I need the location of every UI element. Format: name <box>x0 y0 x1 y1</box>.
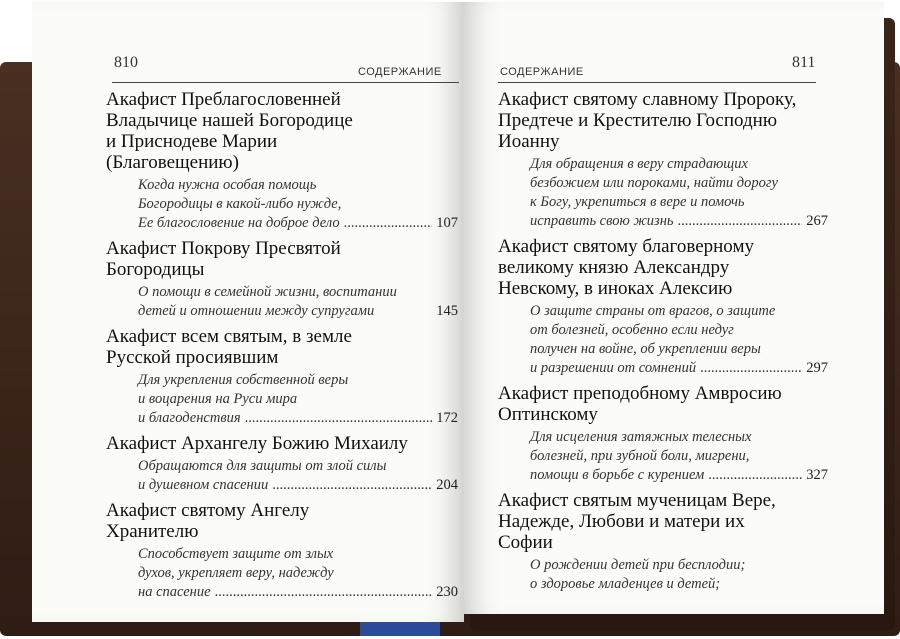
toc-desc-line: Богородицы в какой-либо нужде, <box>138 196 342 212</box>
toc-entry-description <box>106 545 458 602</box>
toc-title-line: Акафист преподобному Амвросию <box>498 383 782 404</box>
toc-entry <box>106 500 458 602</box>
toc-desc-line: Способствует защите от злых <box>138 546 334 562</box>
toc-title-line: Акафист всем святым, в земле <box>106 326 352 347</box>
toc-desc-line: Для обращения в веру страдающих <box>530 156 748 172</box>
toc-entry-title <box>106 433 458 454</box>
running-head: СОДЕРЖАНИЕ <box>358 66 442 78</box>
toc-entry <box>106 238 458 321</box>
leader-dots <box>215 583 433 602</box>
toc-desc-line: детей и отношении между супругами <box>138 303 375 319</box>
toc-title-line: Невскому, в иноках Алексию <box>498 278 733 299</box>
toc-desc-line: получен на войне, об укреплении веры <box>530 341 761 357</box>
leader-dots <box>344 214 433 233</box>
toc-page-number: 107 <box>436 215 458 231</box>
toc-entry <box>498 236 828 378</box>
bookmark-ribbon <box>360 620 440 636</box>
toc-entry-title <box>106 326 458 368</box>
toc-desc-line: к Богу, укрепиться в вере и помочь <box>530 194 745 210</box>
toc-title-line: Иоанну <box>498 131 560 152</box>
toc-title-line: Акафист святому славному Пророку, <box>498 89 797 110</box>
toc-page-number: 204 <box>436 477 458 493</box>
toc-title-line: Богородицы <box>106 259 205 280</box>
toc-title-line: Акафист Архангелу Божию Михаилу <box>106 433 408 454</box>
toc-desc-line: Для исцеления затяжных телесных <box>530 429 752 445</box>
toc-page-number: 297 <box>806 360 828 376</box>
toc-desc-line: О помощи в семейной жизни, воспитании <box>138 284 397 300</box>
toc-entry-description <box>498 302 828 378</box>
toc-entry-title <box>498 89 828 152</box>
toc-desc-line: исправить свою жизнь <box>530 213 674 229</box>
toc-entry-title <box>106 89 458 173</box>
toc-title-line: и Приснодеве Марии <box>106 131 278 152</box>
toc-desc-line: о здоровье младенцев и детей; <box>530 576 721 592</box>
toc-entry <box>106 433 458 495</box>
toc-entry <box>106 89 458 233</box>
toc-title-line: Хранителю <box>106 521 199 542</box>
toc-title-line: Русской просиявшим <box>106 347 279 368</box>
toc-desc-line: и благоденствия <box>138 410 241 426</box>
toc-entry-description <box>498 155 828 231</box>
left-page <box>32 2 464 622</box>
toc-entry-title <box>106 238 458 280</box>
toc-entry-description <box>106 283 458 321</box>
toc-entry <box>498 383 828 485</box>
toc-desc-line: Когда нужна особая помощь <box>138 177 317 193</box>
toc-entry-description <box>106 176 458 233</box>
toc-desc-line: болезней, при зубной боли, мигрени, <box>530 448 750 464</box>
header-rule <box>498 82 816 83</box>
leader-dots <box>700 359 802 378</box>
toc-desc-line: и душевном спасении <box>138 477 269 493</box>
leader-dots <box>245 409 433 428</box>
toc-title-line: Акафист святому благоверному <box>498 236 754 257</box>
toc-entry-title <box>106 500 458 542</box>
toc-title-line: Акафист святым мученицам Вере, <box>498 490 776 511</box>
toc-entry-title <box>498 236 828 299</box>
toc-entry-title <box>498 490 828 553</box>
toc-title-line: Акафист святому Ангелу <box>106 500 310 521</box>
toc-list <box>498 89 828 599</box>
header-rule <box>112 82 459 83</box>
toc-page-number: 327 <box>806 467 828 483</box>
toc-title-line: Оптинскому <box>498 404 598 425</box>
toc-title-line: Софии <box>498 532 553 553</box>
toc-title-line: Надежде, Любови и матери их <box>498 511 745 532</box>
right-page <box>462 2 884 614</box>
leader-dots <box>708 466 802 485</box>
toc-page-number: 267 <box>806 213 828 229</box>
toc-desc-line: и воцарения на Руси мира <box>138 391 298 407</box>
toc-title-line: Акафист Преблагословенней <box>106 89 341 110</box>
leader-dots <box>272 476 432 495</box>
toc-desc-line: Для укрепления собственной веры <box>138 372 349 388</box>
toc-list <box>106 89 458 607</box>
toc-desc-line: от болезней, особенно если недуг <box>530 322 734 338</box>
toc-entry <box>498 89 828 231</box>
toc-entry <box>106 326 458 428</box>
toc-entry <box>498 490 828 594</box>
toc-desc-line: духов, укрепляет веру, надежду <box>138 565 334 581</box>
toc-desc-line: и разрешении от сомнений <box>530 360 697 376</box>
toc-page-number: 172 <box>436 410 458 426</box>
toc-entry-title <box>498 383 828 425</box>
toc-page-number: 230 <box>436 584 458 600</box>
toc-title-line: великому князю Александру <box>498 257 730 278</box>
toc-entry-description <box>106 457 458 495</box>
toc-entry-description <box>498 428 828 485</box>
toc-desc-line: Ее благословение на доброе дело <box>138 215 340 231</box>
toc-title-line: Владычице нашей Богородице <box>106 110 353 131</box>
toc-desc-line: на спасение <box>138 584 211 600</box>
toc-desc-line: Обращаются для защиты от злой силы <box>138 458 387 474</box>
toc-entry-description <box>106 371 458 428</box>
toc-desc-line: О рождении детей при бесплодии; <box>530 557 746 573</box>
toc-page-number: 145 <box>436 303 458 319</box>
toc-entry-description <box>498 556 828 594</box>
page-number: 811 <box>792 54 816 71</box>
toc-desc-line: безбожием или пороками, найти дорогу <box>530 175 778 191</box>
toc-title-line: (Благовещению) <box>106 152 239 173</box>
leader-dots <box>678 212 803 231</box>
toc-desc-line: О защите страны от врагов, о защите <box>530 303 776 319</box>
running-head: СОДЕРЖАНИЕ <box>500 66 584 78</box>
toc-title-line: Акафист Покрову Пресвятой <box>106 238 341 259</box>
page-number: 810 <box>114 54 138 71</box>
toc-title-line: Предтече и Крестителю Господню <box>498 110 778 131</box>
toc-desc-line: помощи в борьбе с курением <box>530 467 705 483</box>
